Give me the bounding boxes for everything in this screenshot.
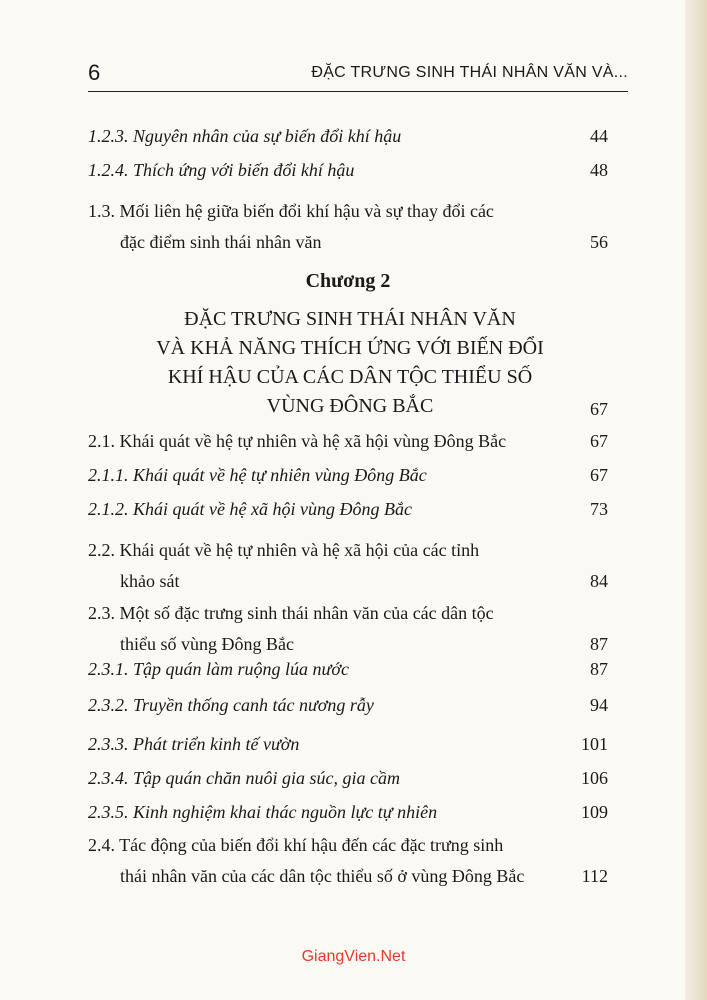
toc-entry-page: 109 [581,802,608,822]
toc-entry [88,121,608,152]
toc-entry-page: 48 [590,160,608,180]
toc-entry-page: 84 [590,571,608,591]
toc-entry-page: 67 [590,431,608,451]
toc-entry-title: 2.3.5. Kinh nghiệm khai thác nguồn lực tự nhiên [88,802,438,822]
toc-entry-title: 2.3.2. Truyền thống canh tác nương rẫy [88,695,374,715]
chapter-title-line: VÀ KHẢ NĂNG THÍCH ỨNG VỚI BIẾN ĐỔI [156,337,544,359]
toc-entry-page: 101 [581,734,608,754]
chapter-page: 67 [590,399,608,419]
toc-entry [88,690,608,721]
chapter-title-line: ĐẶC TRƯNG SINH THÁI NHÂN VĂN [184,308,516,330]
chapter-title-line: VÙNG ĐÔNG BẮC [266,395,434,417]
toc-entry-title: 2.3.4. Tập quán chăn nuôi gia súc, gia cầm [88,768,400,788]
page-header [88,60,628,88]
toc-entry-page: 44 [590,126,608,146]
toc-entry-title: 2.3.3. Phát triển kinh tế vườn [88,734,300,754]
chapter-title [150,305,550,421]
toc-entry-page: 106 [581,768,608,788]
toc-entry [88,535,608,597]
toc-entry-title: 2.1. Khái quát về hệ tự nhiên và hệ xã hội vùng Đông Bắc [88,431,507,451]
chapter-title-line: KHÍ HẬU CỦA CÁC DÂN TỘC THIỂU SỐ [167,366,533,388]
toc-entry [88,654,608,685]
toc-entry [88,763,608,794]
chapter-label: Chương 2 [305,270,391,292]
running-title: ĐẶC TRƯNG SINH THÁI NHÂN VĂN VÀ... [311,64,628,81]
toc-entry-page: 73 [590,499,608,519]
toc-entry-page: 56 [590,232,608,252]
toc-entry-page: 67 [590,465,608,485]
toc-entry-page: 87 [590,634,608,654]
page-edge [685,0,707,1000]
toc-entry [88,196,608,258]
toc-entry [88,830,608,892]
toc-entry-page: 87 [590,659,608,679]
toc-entry-title: 2.4. Tác động của biến đổi khí hậu đến các đặc trưng sinh thái nhân văn của các dân tộc thiểu số ở vùng Đông Bắc [88,835,525,886]
page-number: 6 [88,60,101,85]
toc-entry-page: 112 [581,866,608,886]
toc-entry-title: 1.3. Mối liên hệ giữa biến đổi khí hậu và sự thay đổi các đặc điểm sinh thái nhân văn [88,201,494,252]
header-rule [88,91,628,92]
toc-entry [88,155,608,186]
toc-entry-page: 94 [590,695,608,715]
toc-entry [88,494,608,525]
toc-entry [88,460,608,491]
watermark: GiangVien.Net [301,948,406,965]
toc-entry-title: 2.2. Khái quát về hệ tự nhiên và hệ xã hội của các tỉnh khảo sát [88,540,480,591]
toc-entry-title: 2.1.1. Khái quát về hệ tự nhiên vùng Đông Bắc [88,465,427,485]
toc-entry [88,729,608,760]
toc-entry [88,598,608,660]
toc-entry-title: 2.3.1. Tập quán làm ruộng lúa nước [88,659,349,679]
toc-entry-title: 2.3. Một số đặc trưng sinh thái nhân văn của các dân tộc thiểu số vùng Đông Bắc [88,603,494,654]
toc-entry-title: 1.2.4. Thích ứng với biến đổi khí hậu [88,160,355,180]
toc-entry [88,797,608,828]
toc-entry-title: 2.1.2. Khái quát về hệ xã hội vùng Đông Bắc [88,499,412,519]
toc-entry-title: 1.2.3. Nguyên nhân của sự biến đổi khí hậu [88,126,402,146]
toc-entry [88,426,608,457]
